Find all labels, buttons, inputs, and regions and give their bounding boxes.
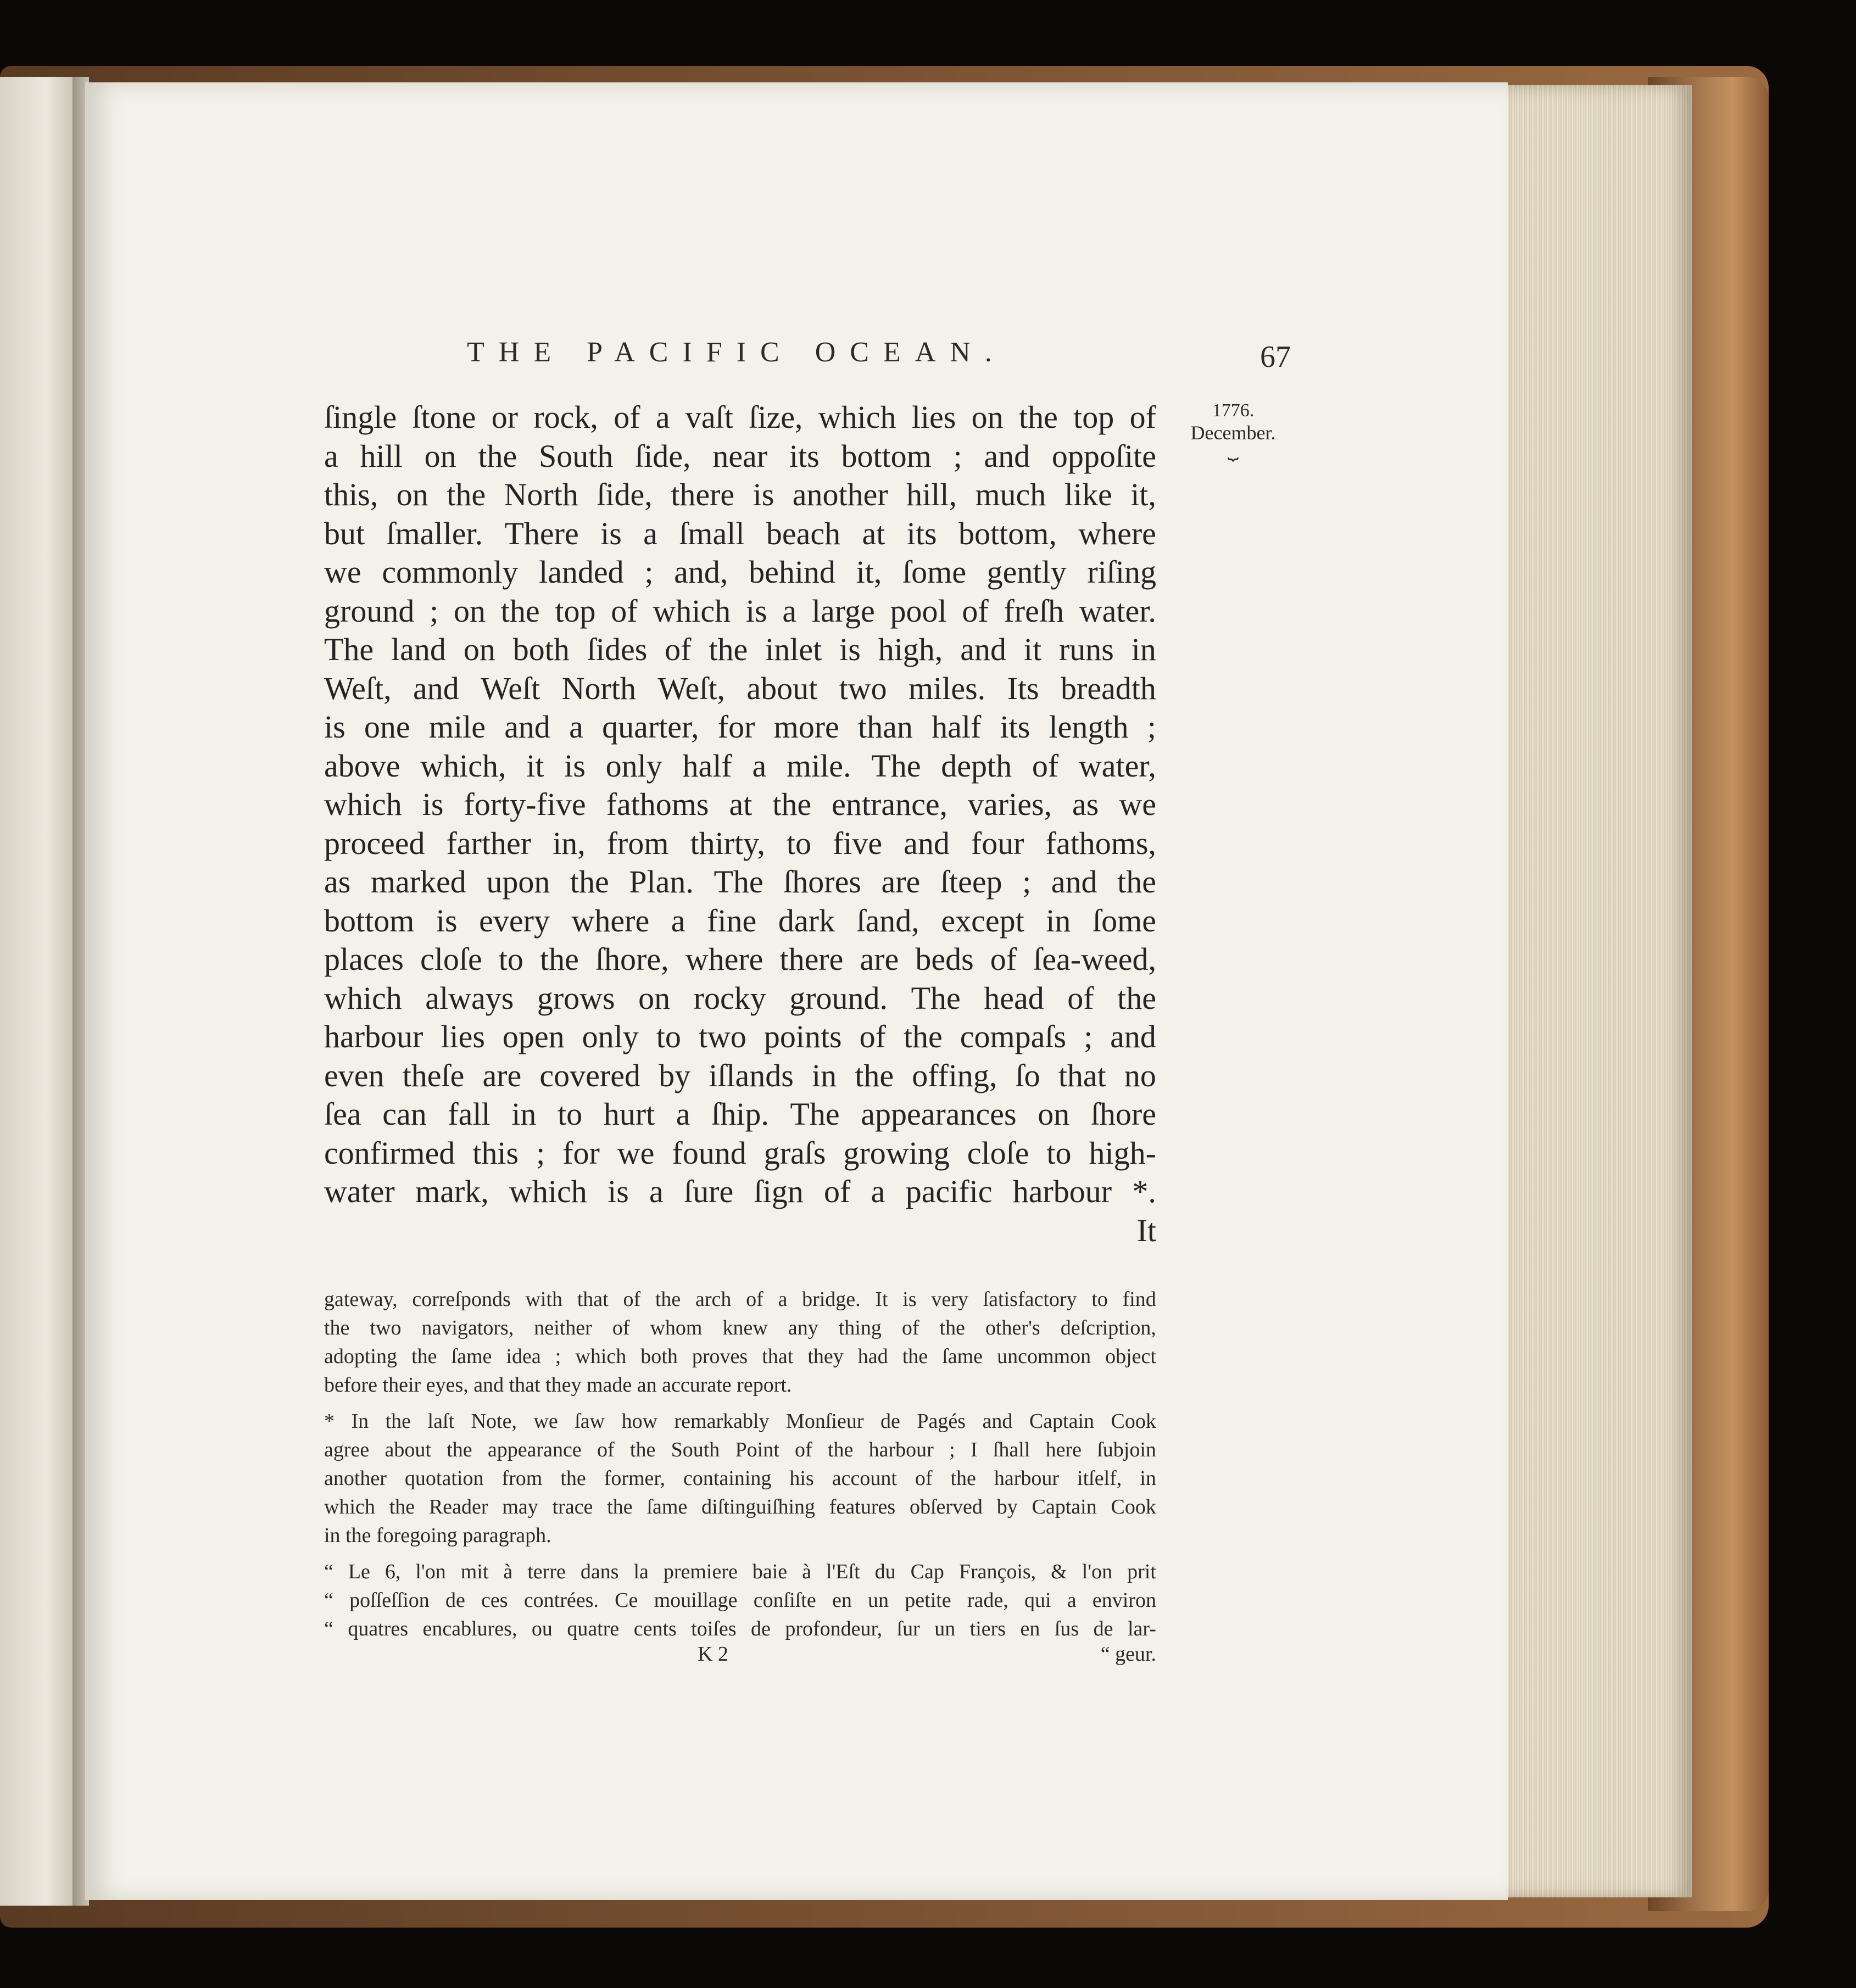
text-line: proceed farther in, from thirty, to five and four fathoms, xyxy=(324,825,1156,861)
text-line: bottom is every where a fine dark ſand, except in ſome xyxy=(324,902,1156,939)
footnote-line: adopting the ſame idea ; which both proves that they had the ſame uncommon object xyxy=(324,1345,1156,1368)
text-line: this, on the North ſide, there is another hill, much like it, xyxy=(324,477,1156,512)
text-line: ground ; on the top of which is a large pool of freſh water. xyxy=(324,593,1156,629)
body-catchword: It xyxy=(1136,1212,1156,1248)
left-page-edge xyxy=(0,77,77,1906)
margin-brace: ⏟ xyxy=(1227,440,1239,460)
text-line: a hill on the South ſide, near its bottom ; and oppoſite xyxy=(324,438,1156,474)
text-line: ſingle ſtone or rock, of a vaſt ſize, which lies on the top of xyxy=(324,399,1156,435)
text-line: above which, it is only half a mile. The depth of water, xyxy=(324,747,1156,784)
footnote-line: gateway, correſponds with that of the arch of a bridge. It is very ſatisfactory to find xyxy=(324,1288,1156,1311)
running-title: THE PACIFIC OCEAN. xyxy=(467,337,1006,368)
text-line: which is forty-five fathoms at the entrance, varies, as we xyxy=(324,786,1156,822)
margin-date-note xyxy=(1178,400,1288,460)
footnote-line: * In the laſt Note, we ſaw how remarkably Monſieur de Pagés and Captain Cook xyxy=(324,1410,1156,1433)
margin-month: December. xyxy=(1190,422,1276,444)
footnote-line: “ quatres encablures, ou quatre cents toiſes de profondeur, ſur un tiers en ſus de lar- xyxy=(324,1617,1156,1640)
page-number: 67 xyxy=(1260,340,1291,374)
text-line: water mark, which is a ſure ſign of a pacific harbour *. xyxy=(324,1174,1156,1209)
footnote-line: agree about the appearance of the South Point of the harbour ; I ſhall here ſubjoin xyxy=(324,1438,1156,1461)
footnote-line: another quotation from the former, containing his account of the harbour itſelf, in xyxy=(324,1467,1156,1490)
footnotes xyxy=(324,1285,1156,1643)
text-line: is one mile and a quarter, for more than half its length ; xyxy=(324,709,1156,745)
main-text xyxy=(324,398,1156,1250)
text-line: confirmed this ; for we found graſs growing cloſe to high- xyxy=(324,1135,1156,1171)
footnote-line: which the Reader may trace the ſame diſtinguiſhing features obſerved by Captain Cook xyxy=(324,1495,1156,1518)
text-line: harbour lies open only to two points of the compaſs ; and xyxy=(324,1019,1156,1054)
text-line: which always grows on rocky ground. The head of the xyxy=(324,980,1156,1016)
text-line: we commonly landed ; and, behind it, ſome gently riſing xyxy=(324,554,1156,590)
page-fore-edge xyxy=(1505,85,1692,1897)
text-line: The land on both ſides of the inlet is high, and it runs in xyxy=(324,632,1156,667)
footnote-line: “ poſſeſſion de ces contrées. Ce mouillage conſiſte en un petite rade, qui a environ xyxy=(324,1589,1156,1612)
margin-year: 1776. xyxy=(1212,400,1255,421)
footnote-catchword: “ geur. xyxy=(1100,1643,1156,1666)
text-line: even theſe are covered by iſlands in the offing, ſo that no xyxy=(324,1057,1156,1093)
text-line: but ſmaller. There is a ſmall beach at its bottom, where xyxy=(324,515,1156,551)
footnote-line: the two navigators, neither of whom knew any thing of the other's deſcription, xyxy=(324,1316,1156,1339)
text-line: as marked upon the Plan. The ſhores are ſteep ; and the xyxy=(324,864,1156,900)
signature-mark: K 2 xyxy=(698,1643,728,1666)
text-line: ſea can fall in to hurt a ſhip. The appearances on ſhore xyxy=(324,1096,1156,1132)
footnote-line: before their eyes, and that they made an accurate report. xyxy=(324,1373,792,1397)
text-line: places cloſe to the ſhore, where there are beds of ſea-weed, xyxy=(324,941,1156,977)
text-line: Weſt, and Weſt North Weſt, about two miles. Its breadth xyxy=(324,670,1156,706)
footnote-line: “ Le 6, l'on mit à terre dans la premiere baie à l'Eſt du Cap François, & l'on prit xyxy=(324,1560,1156,1583)
page-foot xyxy=(324,1640,1156,1668)
footnote-line: in the foregoing paragraph. xyxy=(324,1524,551,1547)
